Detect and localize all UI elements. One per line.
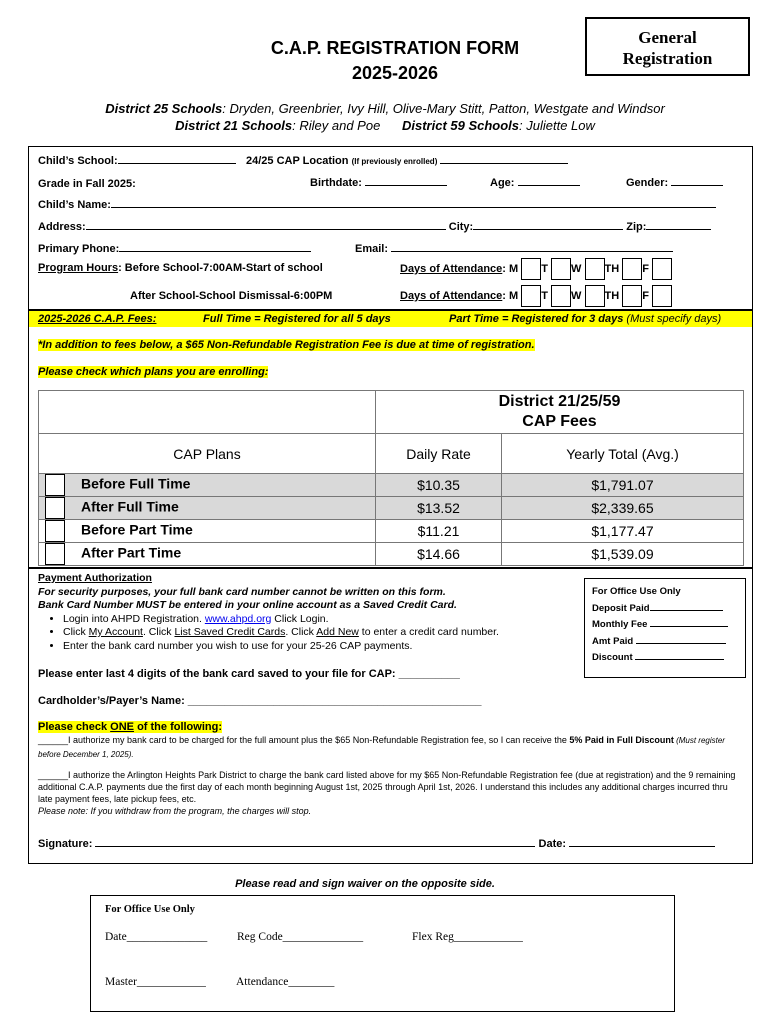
days-after-row: [400, 285, 672, 307]
plan-name: After Part Time: [81, 544, 182, 561]
part-time-note: (Must specify days): [626, 313, 722, 325]
plan-daily-rate: $14.66: [376, 543, 502, 566]
email-row: [355, 241, 673, 255]
check-one-post: of the following:: [134, 721, 222, 733]
district-25-schools: : Dryden, Greenbrier, Ivy Hill, Olive-Mary Stitt, Patton, Westgate and Windsor: [222, 101, 665, 116]
program-hours-label: Program Hours: [38, 262, 119, 274]
plan-checkbox[interactable]: [45, 474, 65, 496]
age-row: [490, 175, 580, 189]
childs-name-row: [38, 197, 716, 211]
part-time-row: [449, 313, 721, 325]
amt-paid-row: [592, 634, 738, 651]
days-label: Days of Attendance: [400, 262, 503, 275]
option-2-text: ______I authorize the Arlington Heights Park District to charge the bank card listed above for my $65 Non-Refundable Registration fee (due at registration) and the 9 remaining additional C.A.P. payments due the first day of each month beginning August 1st, 2025 through April 1st, 2026. I understand this includes any additional charges incurred thru late payment fees, late pickup fees, etc.: [38, 770, 736, 804]
waiver-note: Please read and sign waiver on the opposite side.: [235, 878, 495, 890]
day-w-checkbox[interactable]: [585, 285, 605, 307]
check-one-prompt: [38, 721, 222, 733]
district-59-schools: : Juliette Low: [519, 118, 595, 133]
before-school-hours: : Before School-7:00AM-Start of school: [118, 262, 323, 274]
birthdate-row: [310, 175, 447, 189]
district-59-label: District 59 Schools: [401, 118, 520, 133]
payment-authorization: [38, 572, 578, 653]
childs-school-label: Child’s School:: [38, 155, 118, 167]
cap-location-field[interactable]: [440, 153, 568, 164]
check-plans-prompt: Please check which plans you are enrolling:: [38, 366, 269, 378]
deposit-paid-row: [592, 601, 738, 618]
birthdate-field[interactable]: [365, 175, 447, 186]
step-account-text-2: . Click: [142, 626, 175, 638]
plan-yearly-total: $1,539.09: [502, 543, 744, 566]
days-before-row: [400, 258, 672, 280]
day-t-checkbox[interactable]: [551, 258, 571, 280]
step-account: [63, 626, 578, 640]
address-row: [38, 219, 711, 233]
plan-name-cell: [39, 474, 376, 497]
step-account-text-4: to enter a credit card number.: [358, 626, 499, 638]
cap-location-label: 24/25 CAP Location: [246, 155, 349, 167]
deposit-paid-field[interactable]: [650, 602, 723, 611]
plan-name-cell: [39, 497, 376, 520]
table-title-line-2: CAP Fees: [522, 413, 597, 430]
plan-row: [39, 497, 744, 520]
option-1-text: ______I authorize my bank card to be charged for the full amount plus the $65 Non-Refundable Registration fee, so I can receive the: [38, 735, 570, 745]
city-label: City:: [448, 221, 474, 233]
office-use-title: For Office Use Only: [592, 586, 681, 597]
plan-name: After Full Time: [81, 498, 179, 515]
childs-name-field[interactable]: [111, 197, 716, 208]
step-login: [63, 613, 578, 627]
office-master[interactable]: Master____________: [105, 976, 206, 988]
option-1-note: (Must register before December 1, 2025).: [38, 736, 725, 759]
birthdate-label: Birthdate:: [310, 177, 362, 189]
monthly-fee-label: Monthly Fee: [592, 619, 648, 630]
amt-paid-field[interactable]: [636, 635, 726, 644]
option-2-note: Please note: If you withdraw from the program, the charges will stop.: [38, 806, 312, 816]
district-21-label: District 21 Schools: [175, 118, 293, 133]
email-label: Email:: [355, 243, 389, 255]
check-one-emphasis: ONE: [110, 721, 135, 733]
zip-field[interactable]: [646, 219, 711, 230]
add-new-text: Add New: [316, 626, 359, 638]
days-label: Days of Attendance: [400, 289, 503, 302]
col-header-plans: CAP Plans: [39, 434, 376, 474]
col-header-daily: Daily Rate: [376, 434, 502, 474]
district-25-label: District 25 Schools: [105, 101, 223, 116]
option-paid-in-full[interactable]: [38, 734, 743, 761]
city-field[interactable]: [473, 219, 623, 230]
date-field[interactable]: [569, 836, 715, 847]
signature-label: Signature:: [38, 838, 93, 850]
day-th-checkbox[interactable]: [622, 258, 642, 280]
part-time-def: Part Time = Registered for 3 days: [449, 313, 624, 325]
plan-yearly-total: $2,339.65: [502, 497, 744, 520]
zip-label: Zip:: [626, 221, 647, 233]
plan-row: [39, 543, 744, 566]
plan-daily-rate: $13.52: [376, 497, 502, 520]
plan-row: [39, 474, 744, 497]
ahpd-link[interactable]: www.ahpd.org: [204, 612, 272, 625]
security-note-2: Bank Card Number MUST be entered in your online account as a Saved Credit Card.: [38, 599, 457, 611]
step-enter-card: • Enter the bank card number you wish to use for your 25-26 CAP payments.: [63, 640, 578, 654]
age-label: Age:: [490, 177, 515, 189]
plan-checkbox[interactable]: [45, 497, 65, 519]
age-field[interactable]: [518, 175, 580, 186]
phone-row: [38, 241, 311, 255]
day-m-label: : M: [502, 262, 519, 275]
email-field[interactable]: [391, 241, 673, 252]
day-m-label: : M: [502, 289, 519, 302]
office-attendance[interactable]: Attendance________: [236, 976, 335, 988]
address-label: Address:: [38, 221, 86, 233]
office-reg-code[interactable]: Reg Code______________: [237, 931, 364, 943]
fees-header-row: [38, 313, 156, 325]
day-f-label: F: [642, 262, 649, 275]
phone-label: Primary Phone:: [38, 243, 120, 255]
badge-line-2: Registration: [622, 49, 713, 68]
plan-row: [39, 520, 744, 543]
date-label: Date:: [538, 838, 567, 850]
phone-field[interactable]: [119, 241, 311, 252]
check-one-pre: Please check: [38, 721, 111, 733]
plan-name-cell: [39, 520, 376, 543]
col-header-yearly: Yearly Total (Avg.): [502, 434, 744, 474]
day-w-label: W: [571, 262, 582, 275]
district-25-line: [30, 100, 740, 117]
district-21-59-line: [30, 117, 740, 134]
plan-name: Before Full Time: [81, 475, 191, 492]
security-note-1: For security purposes, your full bank card number cannot be written on this form.: [38, 585, 446, 598]
office-use-box-top: [584, 578, 746, 678]
list-saved-cards-text: List Saved Credit Cards: [174, 626, 286, 638]
plan-yearly-total: $1,791.07: [502, 474, 744, 497]
step-login-text: Login into AHPD Registration.: [63, 612, 205, 625]
monthly-fee-field[interactable]: [650, 618, 728, 627]
table-title: [376, 391, 744, 434]
gender-label: Gender:: [626, 177, 669, 189]
day-t-checkbox[interactable]: [551, 285, 571, 307]
discount-label: Discount: [592, 652, 633, 663]
day-t-label: T: [541, 262, 548, 275]
badge-line-1: General: [638, 28, 697, 47]
my-account-text: My Account: [88, 626, 143, 638]
deposit-paid-label: Deposit Paid: [592, 602, 650, 614]
option-monthly-payments[interactable]: [38, 769, 743, 817]
plan-daily-rate: $10.35: [376, 474, 502, 497]
day-t-label: T: [541, 289, 548, 302]
day-th-label: TH: [604, 289, 620, 302]
table-title-line-1: District 21/25/59: [498, 393, 621, 410]
office-use-title-bottom: For Office Use Only: [105, 904, 195, 915]
plan-checkbox[interactable]: [45, 543, 65, 565]
option-1-discount: 5% Paid in Full Discount: [569, 735, 674, 745]
day-w-label: W: [571, 289, 582, 302]
plan-checkbox[interactable]: [45, 520, 65, 542]
day-th-label: TH: [604, 262, 620, 275]
district-21-schools: : Riley and Poe: [292, 118, 381, 133]
signature-field[interactable]: [95, 836, 535, 847]
day-f-label: F: [642, 289, 649, 302]
step-account-text: Click: [63, 626, 89, 638]
plan-yearly-total: $1,177.47: [502, 520, 744, 543]
before-school-row: [38, 262, 323, 274]
office-date[interactable]: Date______________: [105, 931, 208, 943]
payment-steps: [38, 613, 578, 654]
day-m-checkbox[interactable]: [521, 258, 541, 280]
day-m-checkbox[interactable]: [521, 285, 541, 307]
discount-field[interactable]: [635, 651, 724, 660]
amt-paid-label: Amt Paid: [592, 635, 634, 647]
cap-location-row: [246, 153, 568, 167]
registration-fee-note: *In addition to fees below, a $65 Non-Refundable Registration Fee is due at time of registration.: [38, 339, 535, 351]
general-registration-badge: [585, 17, 750, 76]
form-year: 2025-2026: [351, 63, 439, 83]
gender-field[interactable]: [671, 175, 723, 186]
plan-daily-rate: $11.21: [376, 520, 502, 543]
monthly-fee-row: [592, 617, 738, 634]
office-use-box-bottom: [90, 895, 675, 1012]
full-time-def: Full Time = Registered for all 5 days: [203, 313, 391, 325]
cardholder-name[interactable]: Cardholder’s/Payer’s Name: ________________________________________________: [38, 695, 482, 707]
plan-name-cell: [39, 543, 376, 566]
form-title: C.A.P. REGISTRATION FORM: [270, 38, 520, 58]
childs-school-field[interactable]: [118, 153, 236, 164]
signature-row: [38, 836, 715, 850]
cap-location-note: (If previously enrolled): [351, 157, 438, 166]
childs-school-row: [38, 153, 236, 167]
payment-title: Payment Authorization: [38, 572, 152, 584]
office-flex-reg[interactable]: Flex Reg____________: [412, 931, 523, 943]
day-f-checkbox[interactable]: [652, 258, 672, 280]
day-th-checkbox[interactable]: [622, 285, 642, 307]
day-w-checkbox[interactable]: [585, 258, 605, 280]
discount-row: [592, 650, 738, 667]
step-login-post: Click Login.: [271, 612, 329, 625]
address-field[interactable]: [86, 219, 446, 230]
fees-label: 2025-2026 C.A.P. Fees:: [38, 313, 157, 325]
day-f-checkbox[interactable]: [652, 285, 672, 307]
after-school-hours: After School-School Dismissal-6:00PM: [130, 290, 333, 302]
grade-label: Grade in Fall 2025:: [38, 178, 136, 190]
last-four-digits[interactable]: Please enter last 4 digits of the bank card saved to your file for CAP: __________: [38, 668, 460, 680]
step-account-text-3: . Click: [285, 626, 317, 638]
gender-row: [626, 175, 723, 189]
childs-name-label: Child’s Name:: [38, 199, 111, 211]
plan-name: Before Part Time: [81, 521, 193, 538]
cap-fees-table: [38, 390, 744, 566]
